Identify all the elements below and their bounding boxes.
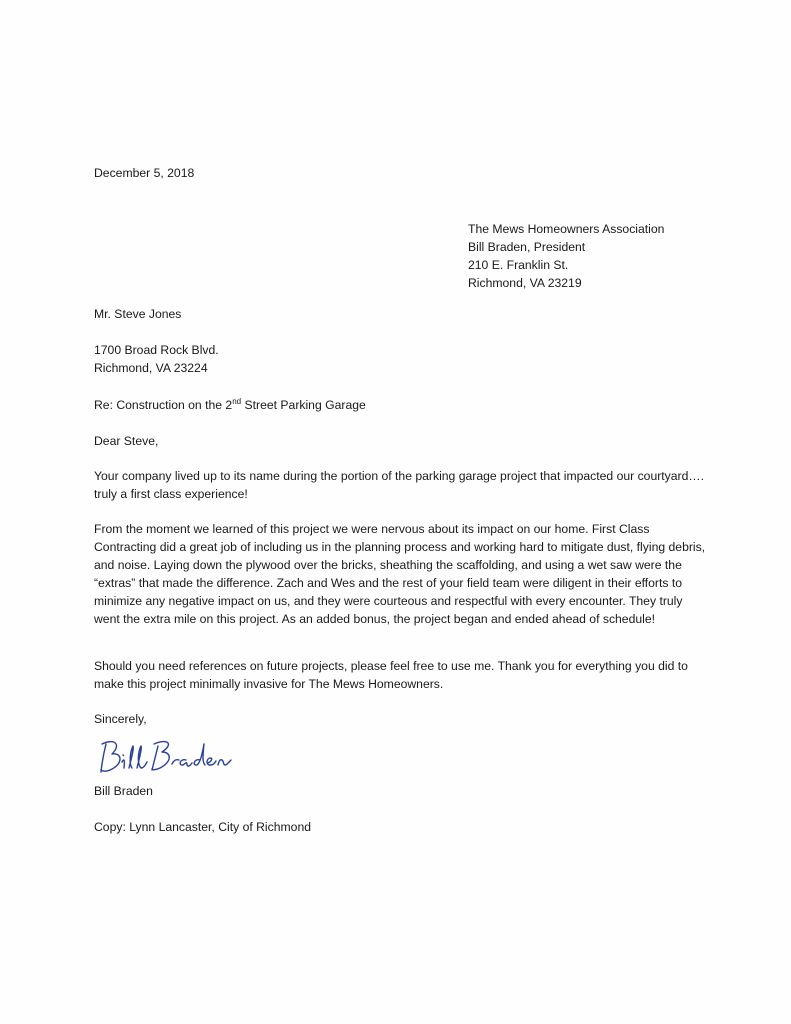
recipient-city-state-zip: Richmond, VA 23224 xyxy=(94,361,208,375)
recipient-address-block xyxy=(94,341,219,377)
subject-prefix: Re: Construction on the 2 xyxy=(94,398,233,412)
sender-organization: The Mews Homeowners Association xyxy=(468,222,665,236)
sender-street: 210 E. Franklin St. xyxy=(468,258,569,272)
closing: Sincerely, xyxy=(94,712,147,726)
salutation: Dear Steve, xyxy=(94,434,159,448)
body-paragraph-1: Your company lived up to its name during the portion of the parking garage project that impacted our courtyard…. truly a first class experience! xyxy=(94,469,704,501)
sender-address-block xyxy=(468,220,664,292)
recipient-street: 1700 Broad Rock Blvd. xyxy=(94,343,219,357)
sender-name-title: Bill Braden, President xyxy=(468,240,586,254)
copy-line: Copy: Lynn Lancaster, City of Richmond xyxy=(94,820,311,834)
subject-superscript: nd xyxy=(232,396,242,406)
recipient-name: Mr. Steve Jones xyxy=(94,307,182,321)
subject-line xyxy=(94,396,366,414)
sender-city-state-zip: Richmond, VA 23219 xyxy=(468,276,582,290)
body-paragraph-3: Should you need references on future projects, please feel free to use me. Thank you for everything you did to make this project minimally invasive for The Mews Homeowners. xyxy=(94,659,688,691)
signer-name: Bill Braden xyxy=(94,784,153,798)
handwritten-signature xyxy=(92,730,242,780)
letter-date: December 5, 2018 xyxy=(94,166,195,180)
body-paragraph-2: From the moment we learned of this project we were nervous about its impact on our home. First Class Contracting did a great job of including us in the planning process and working hard to mitigate dust, flying debris, and noise. Laying down the plywood over the bricks, sheathing the scaffolding, and using a wet saw were the “extras” that made the difference. Zach and Wes and the rest of your field team were diligent in their efforts to minimize any negative impact on us, and they were courteous and respectful with every encounter. They truly went the extra mile on this project. As an added bonus, the project began and ended ahead of schedule! xyxy=(94,522,706,626)
subject-suffix: Street Parking Garage xyxy=(241,398,366,412)
